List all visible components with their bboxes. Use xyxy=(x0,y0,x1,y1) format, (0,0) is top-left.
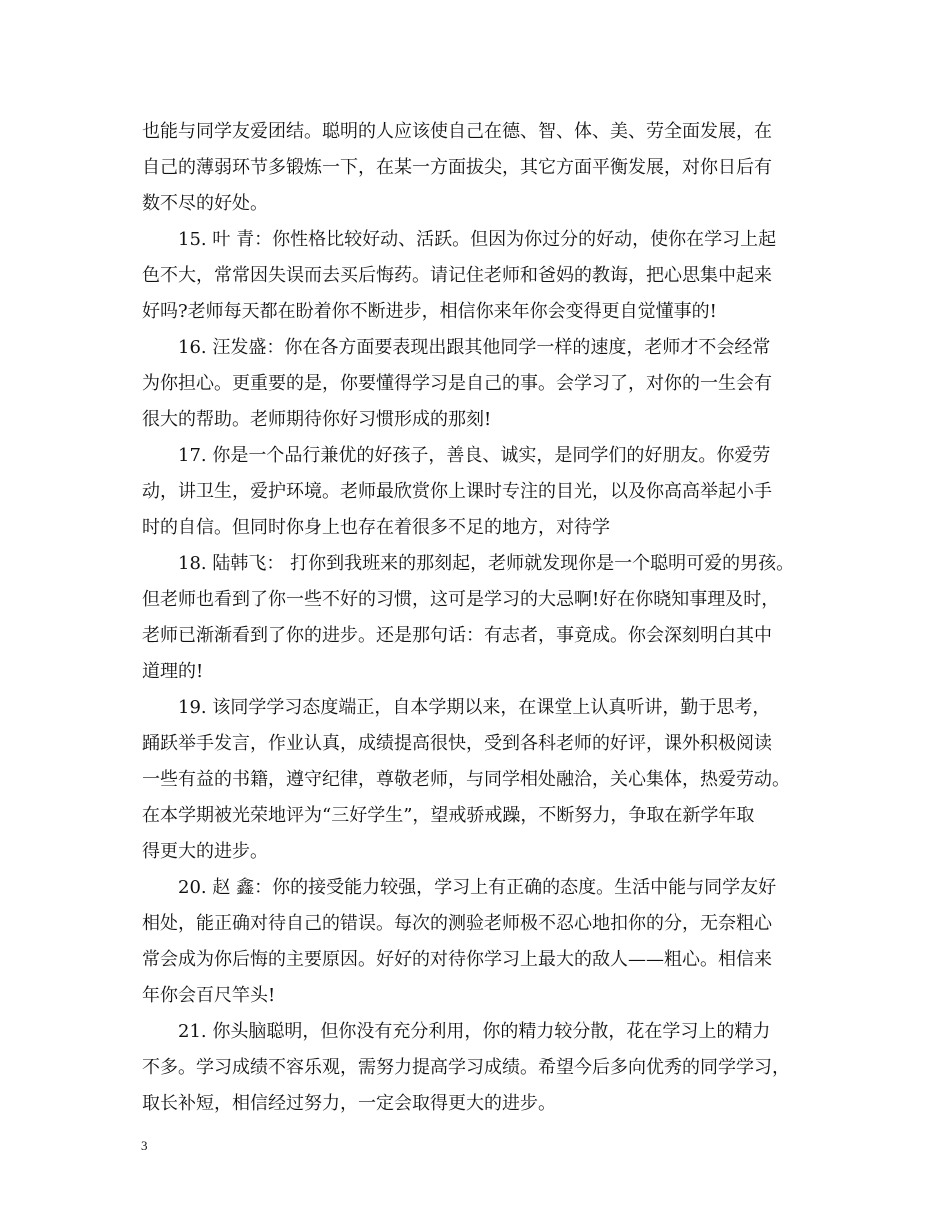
text-line: 踊跃举手发言，作业认真，成绩提高很快，受到各科老师的好评，课外积极阅读 xyxy=(142,733,772,754)
text-line: 老师已渐渐看到了你的进步。还是那句话：有志者，事竟成。你会深刻明白其中 xyxy=(142,625,772,646)
text-line: 道理的! xyxy=(142,661,204,682)
text-line: 很大的帮助。老师期待你好习惯形成的那刻! xyxy=(142,409,492,430)
text-line: 不多。学习成绩不容乐观，需努力提高学习成绩。希望今后多向优秀的同学学习， xyxy=(142,1057,790,1078)
text-line: 色不大，常常因失误而去买后悔药。请记住老师和爸妈的教诲，把心思集中起来 xyxy=(142,265,772,286)
document-body xyxy=(142,114,822,1122)
text-line: 年你会百尺竿头! xyxy=(142,985,276,1006)
text-line: 一些有益的书籍，遵守纪律，尊敬老师，与同学相处融洽，关心集体，热爱劳动。 xyxy=(142,769,790,790)
text-line: 为你担心。更重要的是，你要懂得学习是自己的事。会学习了，对你的一生会有 xyxy=(142,373,772,394)
text-line: 19. 该同学学习态度端正，自本学期以来，在课堂上认真听讲，勤于思考， xyxy=(178,697,771,718)
text-line: 得更大的进步。 xyxy=(142,841,268,862)
text-line: 15. 叶 青：你性格比较好动、活跃。但因为你过分的好动，使你在学习上起 xyxy=(178,229,777,250)
text-line: 取长补短，相信经过努力，一定会取得更大的进步。 xyxy=(142,1093,556,1114)
text-line: 20. 赵 鑫：你的接受能力较强，学习上有正确的态度。生活中能与同学友好 xyxy=(178,877,777,898)
text-line: 但老师也看到了你一些不好的习惯，这可是学习的大忌啊!好在你晓知事理及时， xyxy=(142,589,780,610)
text-line: 自己的薄弱环节多锻炼一下，在某一方面拔尖，其它方面平衡发展，对你日后有 xyxy=(142,157,772,178)
text-line: 常会成为你后悔的主要原因。好好的对待你学习上最大的敌人——粗心。相信来 xyxy=(142,949,772,970)
text-line: 时的自信。但同时你身上也存在着很多不足的地方，对待学 xyxy=(142,517,610,538)
page-number: 3 xyxy=(141,1138,148,1153)
text-line: 相处，能正确对待自己的错误。每次的测验老师极不忍心地扣你的分，无奈粗心 xyxy=(142,913,772,934)
text-line: 在本学期被光荣地评为“三好学生”，望戒骄戒躁，不断努力，争取在新学年取 xyxy=(142,805,755,826)
text-line: 21. 你头脑聪明，但你没有充分利用，你的精力较分散，花在学习上的精力 xyxy=(178,1021,771,1042)
text-line: 16. 汪发盛：你在各方面要表现出跟其他同学一样的速度，老师才不会经常 xyxy=(178,337,771,358)
text-line: 18. 陆韩飞： 打你到我班来的那刻起，老师就发现你是一个聪明可爱的男孩。 xyxy=(178,553,795,574)
text-line: 也能与同学友爱团结。聪明的人应该使自己在德、智、体、美、劳全面发展，在 xyxy=(142,121,772,142)
text-line: 好吗?老师每天都在盼着你不断进步，相信你来年你会变得更自觉懂事的! xyxy=(142,301,717,322)
text-line: 数不尽的好处。 xyxy=(142,193,268,214)
text-line: 动，讲卫生，爱护环境。老师最欣赏你上课时专注的目光，以及你高高举起小手 xyxy=(142,481,772,502)
text-line: 17. 你是一个品行兼优的好孩子，善良、诚实，是同学们的好朋友。你爱劳 xyxy=(178,445,771,466)
